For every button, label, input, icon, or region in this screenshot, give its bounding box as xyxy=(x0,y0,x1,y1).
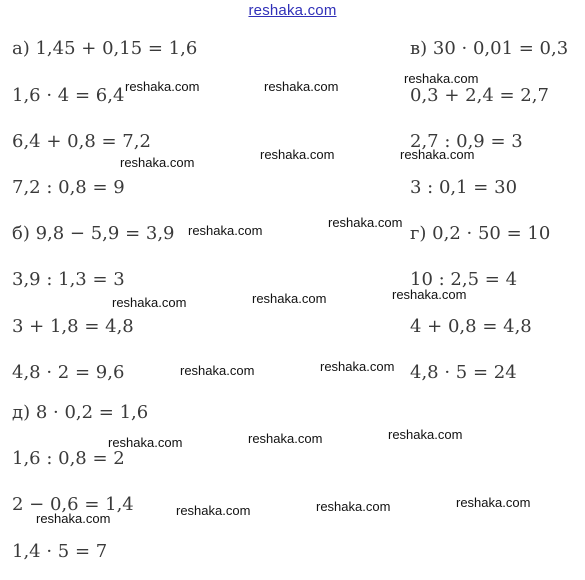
watermark: reshaka.com xyxy=(388,427,463,442)
equation-b-1: б) 9,8 − 5,9 = 3,9 xyxy=(12,223,175,244)
watermark: reshaka.com xyxy=(188,223,263,238)
equation-g-1: г) 0,2 · 50 = 10 xyxy=(410,223,551,244)
equation-a-4: 7,2 : 0,8 = 9 xyxy=(12,177,125,198)
watermark: reshaka.com xyxy=(260,147,335,162)
equation-d-3: 2 − 0,6 = 1,4 xyxy=(12,494,134,515)
equation-a-2: 1,6 · 4 = 6,4 xyxy=(12,85,125,106)
watermark: reshaka.com xyxy=(176,503,251,518)
equation-v-1: в) 30 · 0,01 = 0,3 xyxy=(410,38,569,59)
watermark: reshaka.com xyxy=(112,295,187,310)
equation-b-3: 3 + 1,8 = 4,8 xyxy=(12,316,134,337)
equation-d-1: д) 8 · 0,2 = 1,6 xyxy=(12,402,149,423)
equation-a-3: 6,4 + 0,8 = 7,2 xyxy=(12,131,151,152)
watermark: reshaka.com xyxy=(180,363,255,378)
equation-d-4: 1,4 · 5 = 7 xyxy=(12,541,108,562)
watermark: reshaka.com xyxy=(36,511,111,526)
watermark: reshaka.com xyxy=(120,155,195,170)
watermark: reshaka.com xyxy=(400,147,475,162)
equation-v-2: 0,3 + 2,4 = 2,7 xyxy=(410,85,549,106)
watermark: reshaka.com xyxy=(264,79,339,94)
watermark: reshaka.com xyxy=(248,431,323,446)
equation-a-1: а) 1,45 + 0,15 = 1,6 xyxy=(12,38,198,59)
watermark: reshaka.com xyxy=(392,287,467,302)
equation-d-2: 1,6 : 0,8 = 2 xyxy=(12,448,125,469)
equation-g-4: 4,8 · 5 = 24 xyxy=(410,362,517,383)
watermark: reshaka.com xyxy=(252,291,327,306)
watermark: reshaka.com xyxy=(328,215,403,230)
watermark: reshaka.com xyxy=(404,71,479,86)
watermark: reshaka.com xyxy=(125,79,200,94)
watermark: reshaka.com xyxy=(108,435,183,450)
watermark: reshaka.com xyxy=(456,495,531,510)
site-header-link[interactable]: reshaka.com xyxy=(248,2,337,19)
equation-g-2: 10 : 2,5 = 4 xyxy=(410,269,518,290)
watermark: reshaka.com xyxy=(316,499,391,514)
equation-b-2: 3,9 : 1,3 = 3 xyxy=(12,269,125,290)
equation-b-4: 4,8 · 2 = 9,6 xyxy=(12,362,125,383)
equation-g-3: 4 + 0,8 = 4,8 xyxy=(410,316,532,337)
equation-v-3: 2,7 : 0,9 = 3 xyxy=(410,131,523,152)
equation-v-4: 3 : 0,1 = 30 xyxy=(410,177,518,198)
watermark: reshaka.com xyxy=(320,359,395,374)
